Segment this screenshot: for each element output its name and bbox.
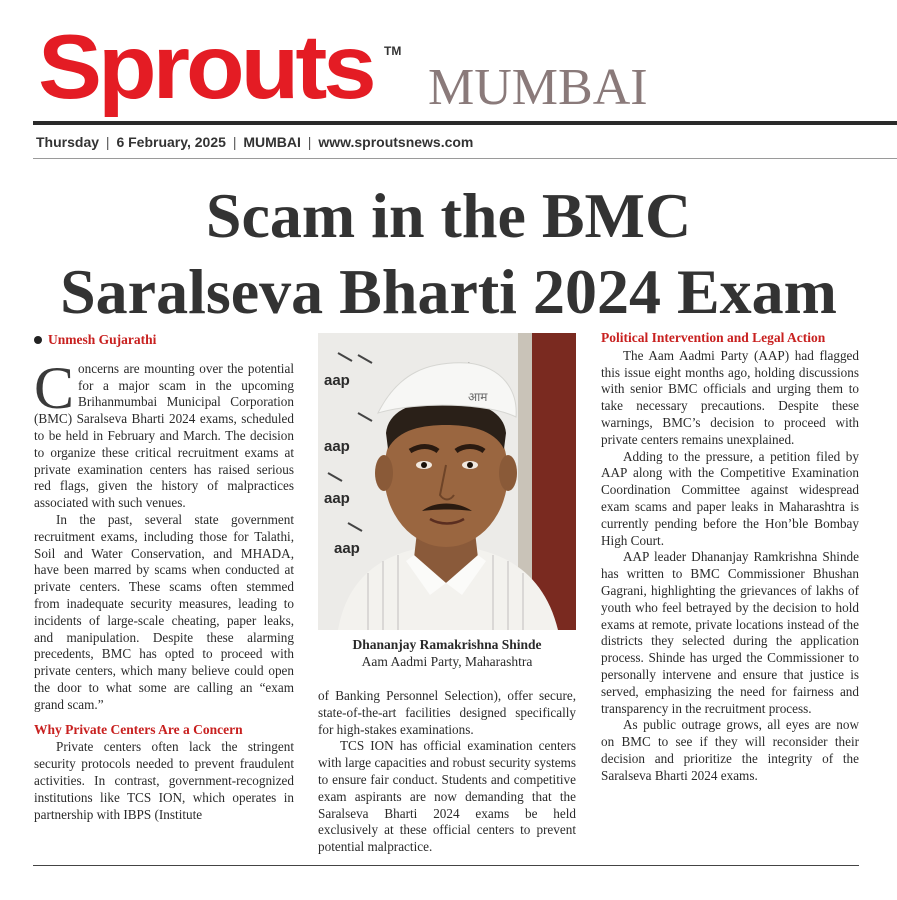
portrait-illustration bbox=[318, 333, 576, 630]
banner-text: aap bbox=[334, 540, 360, 557]
dateline-place: MUMBAI bbox=[243, 134, 301, 150]
dateline-day: Thursday bbox=[36, 134, 100, 150]
banner-text: aap bbox=[324, 372, 350, 389]
paragraph-7: AAP leader Dhananjay Ramkrishna Shinde has written to BMC Commissioner Bhushan Gagrani, highlighting the grievances of lakhs of youth who feel betrayed by the decision to hold exams at remote, private locations instead of the districts they selected during the application process. Shinde has urged the Commissioner to personally intervene and ensure that justice is served, emphasizing the need for fairness and transparency in the recruitment process. bbox=[601, 549, 859, 716]
article-column-3 bbox=[601, 330, 859, 785]
edition-city: MUMBAI bbox=[428, 59, 648, 116]
caption-organization: Aam Aadmi Party, Maharashtra bbox=[361, 654, 533, 669]
bottom-rule bbox=[33, 865, 859, 866]
paragraph-3: Private centers often lack the stringent security protocols needed to prevent fraudulent activities. In contrast, government-recognized institutions like TCS ION, which operates in partnership with IBPS (Institute bbox=[34, 739, 294, 822]
dateline-separator: | bbox=[105, 134, 110, 150]
dateline-separator: | bbox=[232, 134, 237, 150]
masthead-rule bbox=[33, 121, 897, 125]
subhead-political-intervention: Political Intervention and Legal Action bbox=[601, 330, 826, 345]
caption-name: Dhananjay Ramakrishna Shinde bbox=[352, 637, 542, 652]
headline-line-1: Scam in the BMC bbox=[205, 180, 692, 251]
paragraph-4: TCS ION has official examination centers with large capacities and robust security systems to ensure fair conduct. Students and competitive exam aspirants are now demanding that the Saralseva Bharti 2024 exams be held exclusively at these official centers to prevent potential malpractice. bbox=[318, 738, 576, 855]
dateline-separator: | bbox=[307, 134, 312, 150]
paragraph-8: As public outrage grows, all eyes are now on BMC to see if they will reconsider their decision and prioritize the integrity of the Saralseva Bharti 2024 exams. bbox=[601, 717, 859, 783]
headline-line-2: Saralseva Bharti 2024 Exam bbox=[60, 256, 837, 327]
sprouts-logo[interactable]: Sprouts bbox=[38, 16, 373, 118]
byline-author: Unmesh Gujarathi bbox=[48, 332, 157, 347]
dateline-date: 6 February, 2025 bbox=[116, 134, 226, 150]
paragraph-2: In the past, several state government recruitment exams, including those for Talathi, Soil and Water Conservation, and MHADA, have been marred by scams when conducted at private centers. These scams often stemmed from inadequate security measures, leading to incidents of large-scale cheating, paper leaks, and manipulation. Despite these alarming precedents, BMC has opted to proceed with private centers, which many believe could open the door to what some are calling an “exam grand scam.” bbox=[34, 511, 294, 712]
banner-text: aap bbox=[324, 490, 350, 507]
cap-text: आम bbox=[468, 390, 488, 404]
paragraph-1-text: oncerns are mounting over the potential for a major scam in the upcoming Brihanmumbai Municipal Corporation (BMC) Saralseva Bharti 2024 exams, scheduled to be held in February and March. The decision to organize these critical recruitment exams at private examination centers has raised serious red flags, given the history of malpractices associated with such venues. bbox=[34, 360, 294, 511]
dateline-rule bbox=[33, 158, 897, 159]
article-column-1 bbox=[34, 332, 294, 823]
website-link[interactable]: www.sproutsnews.com bbox=[318, 134, 474, 150]
bullet-icon bbox=[34, 336, 42, 344]
drop-cap: C bbox=[34, 354, 75, 421]
masthead bbox=[0, 0, 897, 160]
article-column-2 bbox=[318, 688, 576, 856]
paragraph-1 bbox=[34, 354, 294, 512]
paragraph-6: Adding to the pressure, a petition filed by AAP along with the Competitive Examination Coordination Committee against widespread exam scams and paper leaks in Maharashtra is currently pending before the Hon’ble Bombay High Court. bbox=[601, 448, 859, 548]
article-headline bbox=[0, 178, 897, 330]
paragraph-3-continued: of Banking Personnel Selection), offer secure, state-of-the-art facilities designed specifically for high-stakes examinations. bbox=[318, 688, 576, 737]
portrait-photo bbox=[318, 333, 576, 630]
banner-text: aap bbox=[324, 438, 350, 455]
photo-caption bbox=[318, 636, 576, 670]
paragraph-5: The Aam Aadmi Party (AAP) had flagged this issue eight months ago, holding discussions with senior BMC officials and urging them to take necessary precautions. Despite these warnings, BMC’s decision to proceed with private centers remains unexplained. bbox=[601, 347, 859, 447]
byline bbox=[34, 332, 294, 349]
dateline bbox=[36, 134, 473, 150]
trademark-mark: TM bbox=[384, 44, 402, 58]
subhead-private-centers: Why Private Centers Are a Concern bbox=[34, 721, 243, 737]
